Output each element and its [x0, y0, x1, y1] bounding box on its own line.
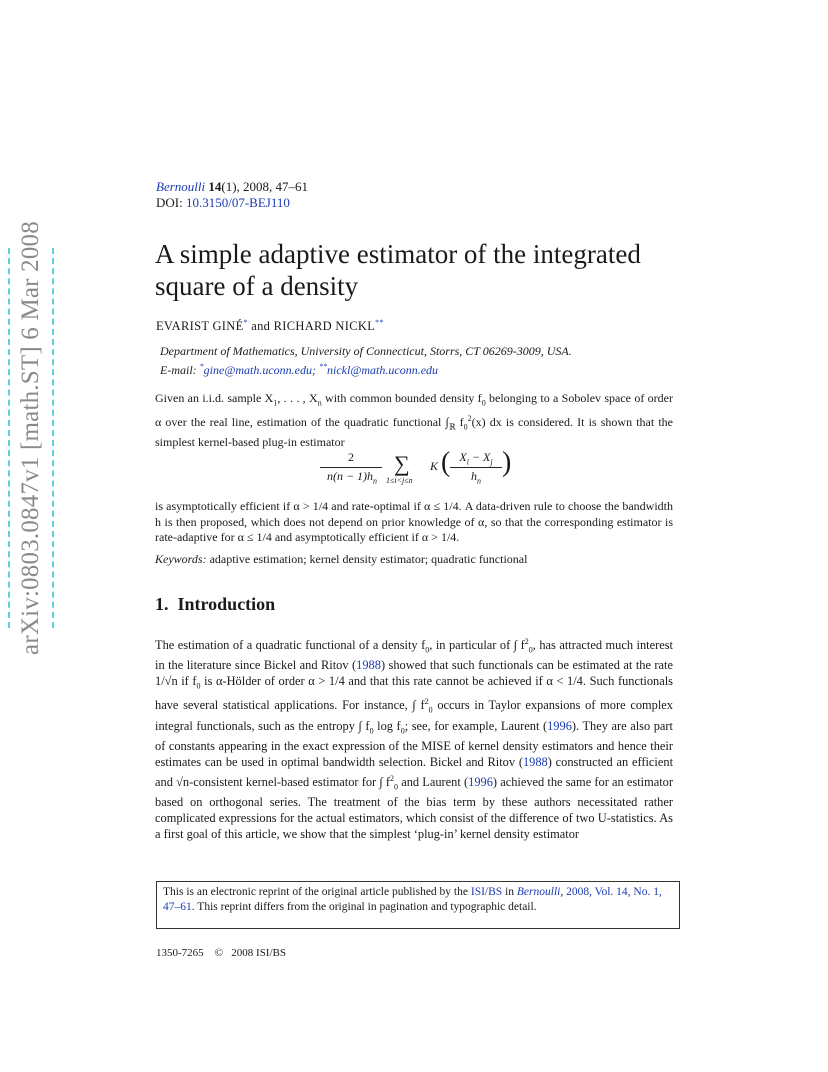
abstract-text: (x) dx is considered. It is shown that the simplest kernel-based plug-in estimator — [155, 414, 673, 449]
title-line-1: A simple adaptive estimator of the integrated — [155, 239, 641, 269]
reprint-text: , — [560, 886, 567, 898]
author-mark-2[interactable]: ** — [375, 318, 384, 327]
keywords-label: Keywords: — [155, 552, 207, 566]
journal-volume: 14 — [208, 179, 222, 194]
email-label: E-mail: — [160, 363, 197, 377]
kernel-symbol: K — [430, 459, 439, 473]
abstract-text: Given an i.i.d. sample X — [155, 391, 274, 405]
intro-text: ) achieved the same for an estimator based on orthogonal series. The treatment of the bias term by these authors necessitated rather complicated expressions for the actual estimators, which consist of the difference of two U-statistics. As a first goal of this article, we show that the simplest ‘plug-in’ kernel density estimator — [155, 774, 673, 841]
affiliation-block — [160, 344, 572, 378]
inner-denominator: $h_n$ — [471, 469, 481, 486]
intro-text: log f — [373, 718, 401, 733]
doi-line — [156, 195, 290, 211]
citation-link[interactable]: 1988 — [522, 754, 548, 769]
fraction-numerator: 2 — [348, 450, 354, 464]
author-mark-1[interactable]: * — [243, 318, 248, 327]
arxiv-identifier: arXiv:0803.0847v1 [math.ST] 6 Mar 2008 — [17, 221, 44, 655]
paper-title — [155, 238, 695, 302]
intro-paragraph: The estimation of a quadratic functional of a density $f_0$, in particular of ∫ $f^2_0$, has attracted much interest in the literature since Bickel and Ritov (1988) showed that such functionals can be estimated at the rate 1/√n if $f_0$ is α-Hölder of order α > 1/4 and that this rate cannot be achieved if α < 1/4. Such functionals have several statistical applications. For instance, ∫ $f^2_0$ occurs in Taylor expansions of more complex integral functionals, such as the entropy ∫ $f_0$ $\log f_0$; see, for example, Laurent (1996). They are also part of constants appearing in the exact expression of the MISE of kernel density estimators and hence their estimates can be used in optimal bandwidth selection. Bickel and Ritov (1988) constructed an efficient and √n-consistent kernel-based estimator for ∫ $f^2_0$ and Laurent (1996) achieved the same for an estimator based on orthogonal series. The treatment of the bias term by these authors necessitated rather complicated expressions for the actual estimators, which consist of the difference of two U-statistics. As a first goal of this article, we show that the simplest ‘plug-in’ kernel density estimator — [155, 637, 674, 841]
journal-link[interactable]: Bernoulli — [156, 179, 206, 194]
email-line — [160, 359, 572, 378]
intro-text: is α-Hölder of order α > 1/4 and that this rate cannot be achieved if α < 1/4. Such functionals have several statistical applications. For instance, ∫ f — [155, 674, 673, 713]
intro-text: ; see, for example, Laurent ( — [404, 718, 548, 733]
section-title: Introduction — [177, 594, 276, 614]
email-mark-1: * — [199, 362, 204, 371]
reprint-text: This is an electronic reprint of the original article published by the — [163, 886, 471, 898]
intro-text: ) constructed an efficient and √n-consistent kernel-based estimator for ∫ f — [155, 754, 674, 789]
abstract-paragraph-1: Given an i.i.d. sample $X_1$, . . . , $X_n$ with common bounded density $f_0$ belonging to a Sobolev space of order α over the real line, estimation of the quadratic functional $\int_ℝ$ $f_0^2(x)$ dx is considered. It is shown that the simplest kernel-based plug-in estimator — [155, 391, 673, 449]
title-line-2: square of a density — [155, 271, 359, 301]
bernoulli-link[interactable]: Bernoulli — [516, 886, 561, 898]
intro-text: The estimation of a quadratic functional of a density f — [155, 638, 426, 653]
keywords — [155, 552, 673, 568]
email-mark-2: ** — [319, 362, 328, 371]
email-nickl-link[interactable]: nickl@math.uconn.edu — [327, 363, 439, 377]
abstract-text: f — [455, 414, 464, 429]
abstract-text: belonging to a Sobolev space of order α over the real line, estimation of the quadratic functional ∫ — [155, 391, 673, 429]
keywords-text: adaptive estimation; kernel density estimator; quadratic functional — [206, 552, 528, 566]
estimator-formula: 2 $n(n - 1)h_n$ ∑ 1≤i<j≤n K ( $X_i - X_j$ $h_n$ ) — [320, 448, 520, 490]
arxiv-side-stamp — [8, 221, 54, 655]
citation-link[interactable]: 1988 — [356, 658, 381, 673]
citation-link[interactable]: 1996 — [468, 774, 493, 789]
doi-label: DOI: — [156, 195, 183, 210]
sum-symbol: ∑ — [394, 451, 410, 476]
journal-citation — [156, 179, 308, 195]
doi-link[interactable]: 10.3150/07-BEJ110 — [185, 195, 290, 210]
author-and: and — [247, 319, 274, 334]
email-gine-link[interactable]: gine@math.uconn.edu; — [203, 363, 317, 377]
sum-index: 1≤i<j≤n — [386, 476, 413, 485]
intro-text: occurs in Taylor expansions of more complex integral functionals, such as the entropy ∫ f — [155, 698, 673, 733]
author-gine: EVARIST GINÉ — [156, 319, 244, 334]
section-number: 1. — [155, 594, 169, 614]
footer — [156, 947, 286, 959]
affiliation: Department of Mathematics, University of Connecticut, Storrs, CT 06269-3009, USA. — [160, 344, 572, 358]
intro-text: , in particular of ∫ f — [429, 638, 525, 653]
abstract-text: with common bounded density f — [321, 391, 482, 405]
author-nickl: RICHARD NICKL — [273, 319, 376, 334]
journal-issue: (1), 2008, 47–61 — [221, 179, 309, 194]
reprint-text: in — [502, 886, 517, 898]
intro-text: ). They are also part of constants appearing in the exact expression of the MISE of kernel density estimators and hence their estimates can be used in optimal bandwidth selection. Bickel and Ritov ( — [155, 718, 673, 769]
intro-text: and Laurent ( — [398, 774, 469, 789]
citation-link[interactable]: 1996 — [547, 718, 572, 733]
author-list — [156, 318, 384, 334]
original-article-link[interactable]: 2008, Vol. 14, No. 1, 47–61 — [163, 886, 662, 913]
fraction-denominator: $n(n - 1)h_n$ — [326, 469, 378, 486]
abstract-paragraph-2: is asymptotically efficient if α > 1/4 and rate-optimal if α ≤ 1/4. A data-driven rule to choose the bandwidth h is then proposed, which does not depend on prior knowledge of α, so that the corresponding estimator is rate-adaptive for α ≤ 1/4 and asymptotically efficient if α > 1/4. — [155, 499, 673, 544]
isi-bs-link[interactable]: ISI/BS — [470, 886, 503, 898]
issn: 1350-7265 — [156, 947, 204, 959]
inner-numerator: $X_i - X_j$ — [459, 450, 493, 467]
intro-text: , has attracted much interest in the literature since Bickel and Ritov ( — [155, 638, 674, 673]
intro-text: ) showed that such functionals can be estimated at the rate 1/√n if f — [155, 658, 673, 689]
copyright-text: 2008 ISI/BS — [231, 947, 286, 959]
abstract-text: , . . . , X — [277, 391, 318, 405]
reprint-text: . This reprint differs from the original in pagination and typographic detail. — [191, 900, 537, 913]
reprint-notice — [156, 881, 680, 929]
copyright-icon: © — [214, 947, 224, 959]
section-heading — [155, 594, 275, 615]
